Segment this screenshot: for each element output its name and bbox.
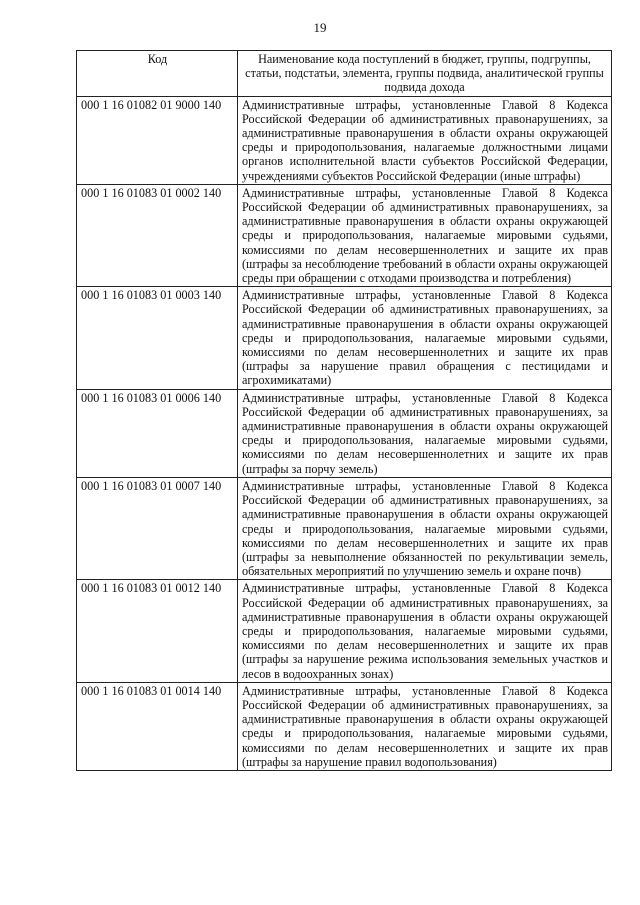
page-number: 19 [313,20,327,35]
table-row [77,184,612,286]
table-header [77,51,612,97]
row-name: Административные штрафы, установленные Главой 8 Кодекса Российской Федерации об административных правонарушениях, за административные правонарушения в области охраны окружающей среды и природопользования, налагаемые мировыми судьями, комиссиями по делам несовершеннолетних и защите их прав (штрафы за невыполнение обязанностей по рекультивации земель, обязательных мероприятий по улучшению земель и охране почв) [238,477,612,579]
row-code: 000 1 16 01083 01 0014 140 [77,682,238,770]
table-row [77,389,612,477]
table-row [77,287,612,389]
table-row [77,682,612,770]
row-code: 000 1 16 01082 01 9000 140 [77,96,238,184]
table-row [77,580,612,682]
row-code: 000 1 16 01083 01 0003 140 [77,287,238,389]
row-code: 000 1 16 01083 01 0002 140 [77,184,238,286]
row-name: Административные штрафы, установленные Главой 8 Кодекса Российской Федерации об административных правонарушениях, за административные правонарушения в области охраны окружающей среды и природопользования, налагаемые мировыми судьями, комиссиями по делам несовершеннолетних и защите их прав (штрафы за нарушение режима использования земельных участков и лесов в водоохранных зонах) [238,580,612,682]
row-name: Административные штрафы, установленные Главой 8 Кодекса Российской Федерации об административных правонарушениях, за административные правонарушения в области охраны окружающей среды и природопользования, налагаемые мировыми судьями, комиссиями по делам несовершеннолетних и защите их прав (штрафы за нарушение правил водопользования) [238,682,612,770]
row-code: 000 1 16 01083 01 0007 140 [77,477,238,579]
table-row [77,477,612,579]
table-body [77,96,612,770]
table-row [77,96,612,184]
row-code: 000 1 16 01083 01 0006 140 [77,389,238,477]
row-name: Административные штрафы, установленные Главой 8 Кодекса Российской Федерации об административных правонарушениях, за административные правонарушения в области охраны окружающей среды и природопользования, налагаемые мировыми судьями, комиссиями по делам несовершеннолетних и защите их прав (штрафы за порчу земель) [238,389,612,477]
row-name: Административные штрафы, установленные Главой 8 Кодекса Российской Федерации об административных правонарушениях, за административные правонарушения в области охраны окружающей среды и природопользования, налагаемые мировыми судьями, комиссиями по делам несовершеннолетних и защите их прав (штрафы за несоблюдение требований в области охраны окружающей среды при обращении с отходами производства и потребления) [238,184,612,286]
header-code: Код [77,51,238,97]
row-name: Административные штрафы, установленные Главой 8 Кодекса Российской Федерации об административных правонарушениях, за административные правонарушения в области охраны окружающей среды и природопользования, налагаемые мировыми судьями, комиссиями по делам несовершеннолетних и защите их прав (штрафы за нарушение правил обращения с пестицидами и агрохимикатами) [238,287,612,389]
row-code: 000 1 16 01083 01 0012 140 [77,580,238,682]
revenue-codes-table [76,50,612,771]
header-row [77,51,612,97]
row-name: Административные штрафы, установленные Главой 8 Кодекса Российской Федерации об административных правонарушениях, за административные правонарушения в области охраны окружающей среды и природопользования, налагаемые должностными лицами органов исполнительной власти субъектов Российской Федерации, учреждениями субъектов Российской Федерации (иные штрафы) [238,96,612,184]
header-name: Наименование кода поступлений в бюджет, группы, подгруппы, статьи, подстатьи, элемента, группы подвида, аналитической группы подвида дохода [238,51,612,97]
